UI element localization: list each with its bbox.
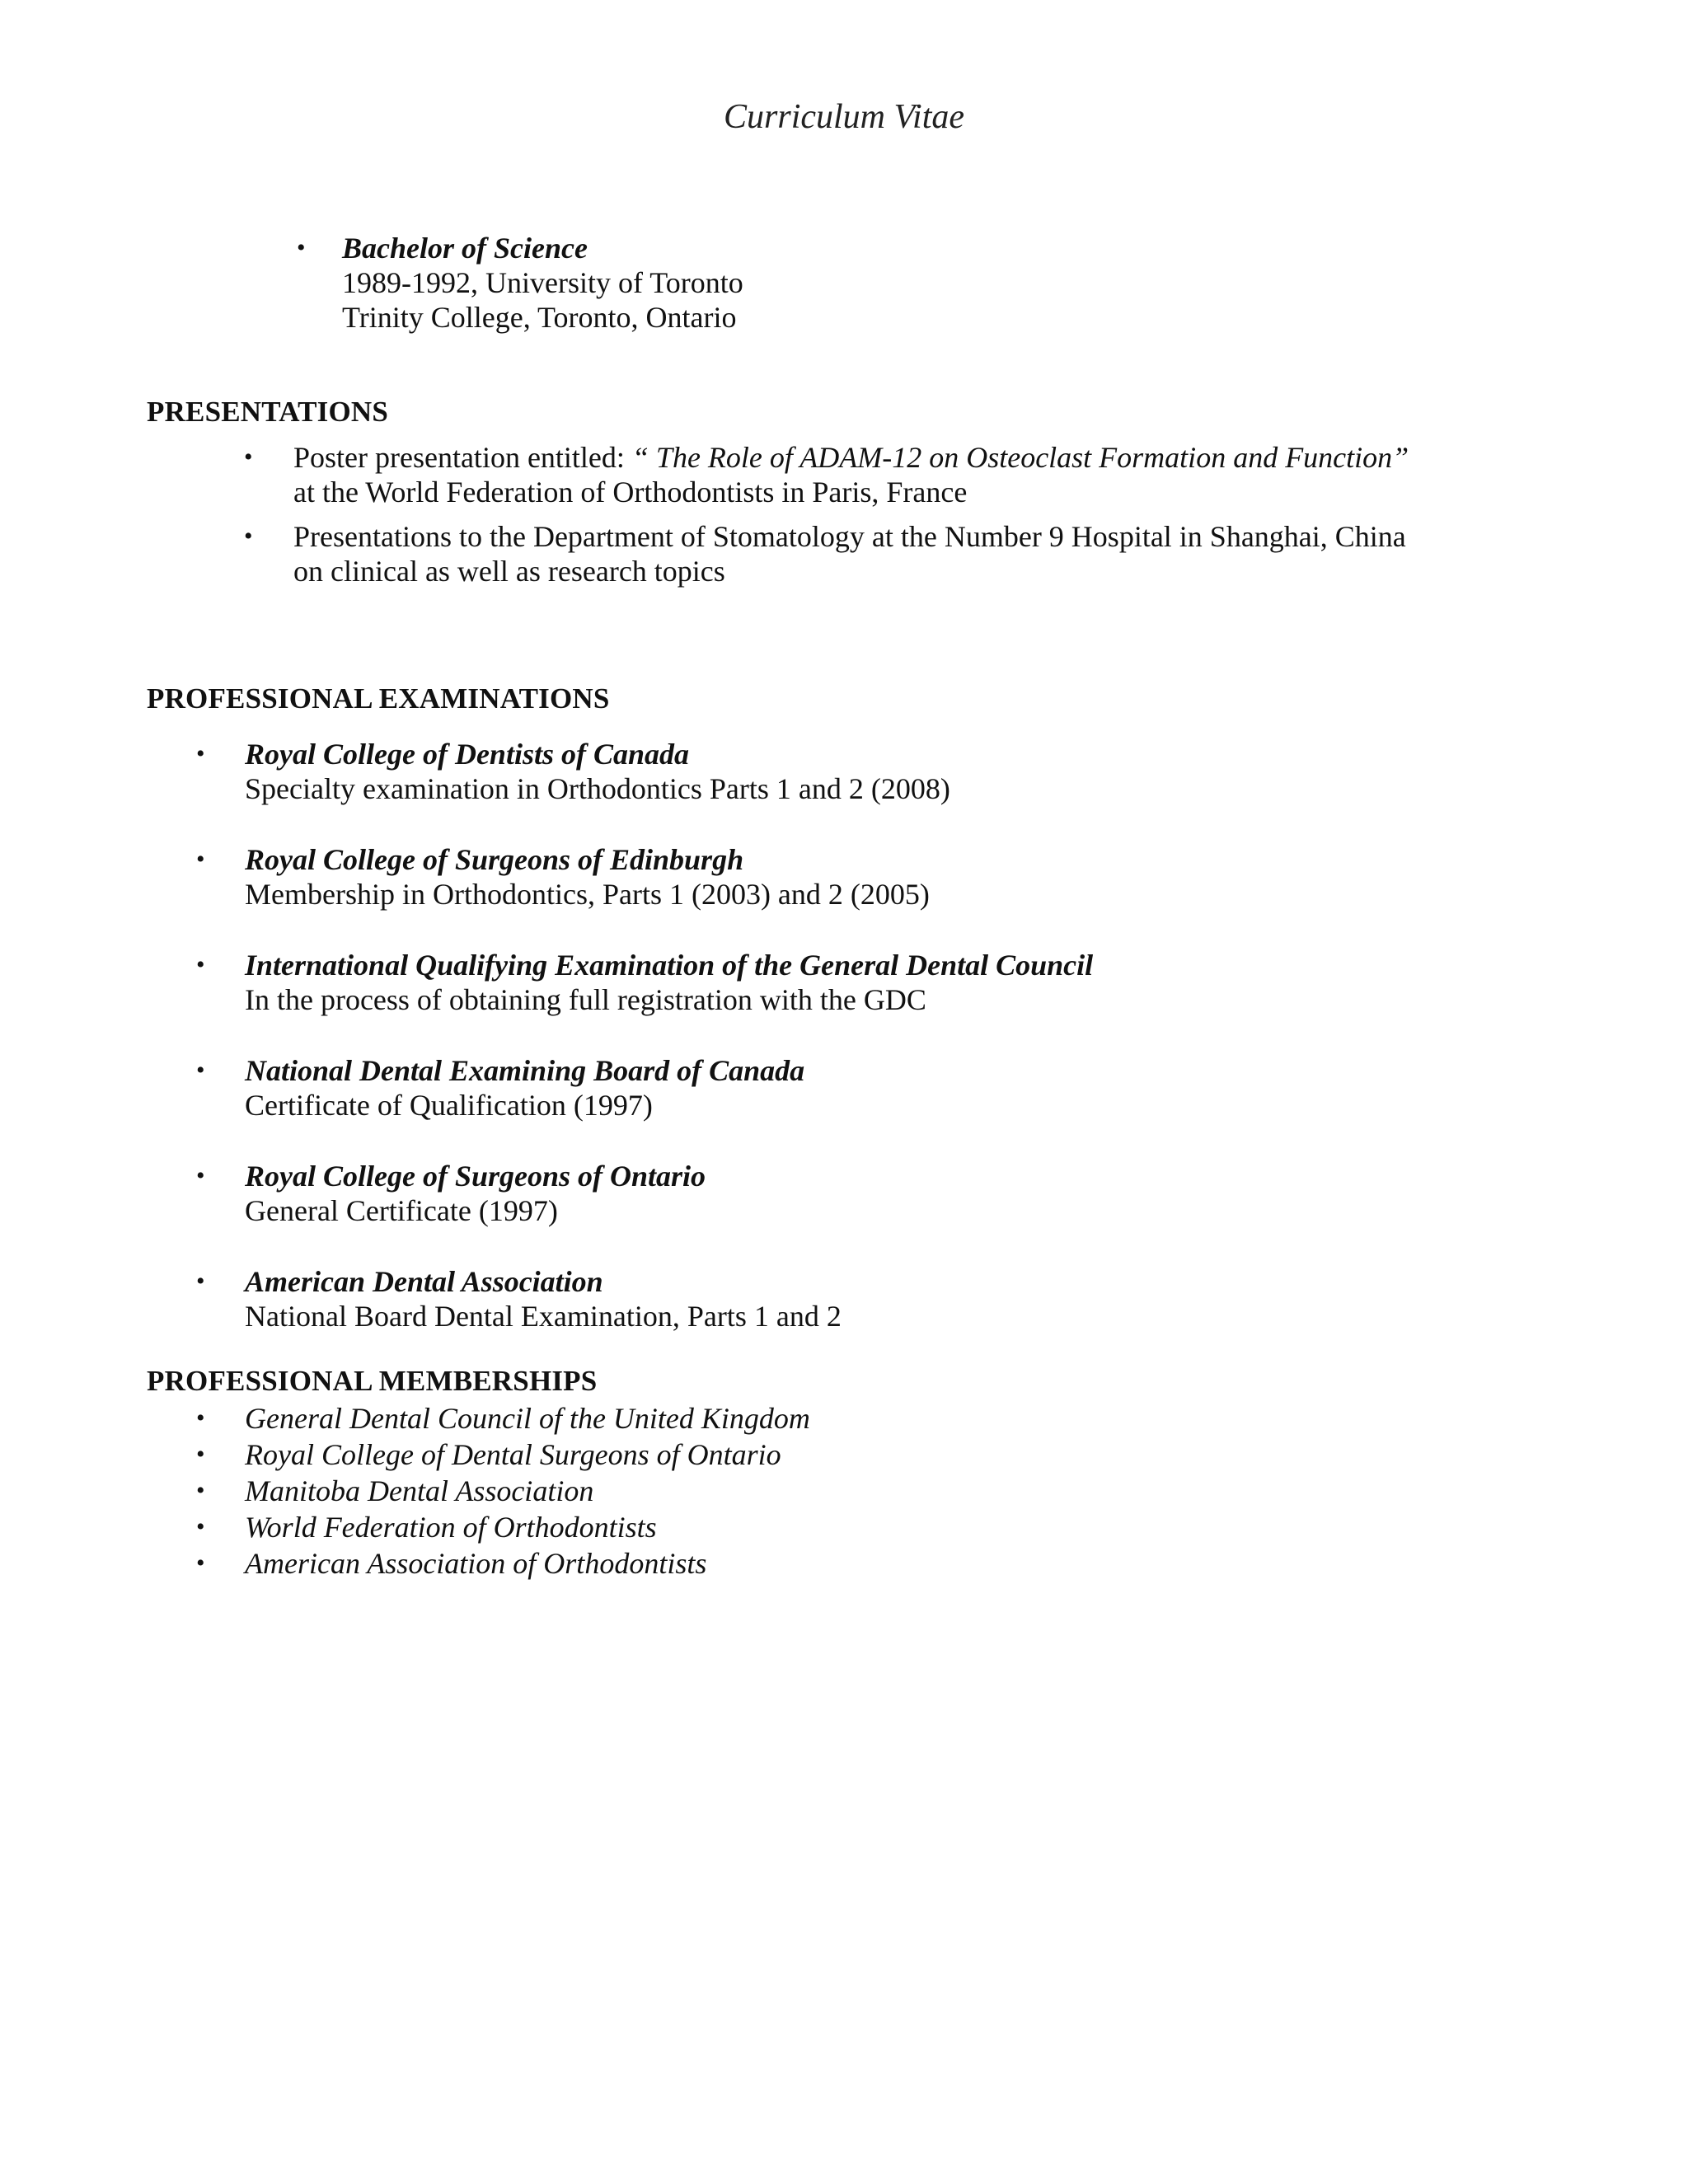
- presentation-item: [293, 519, 1406, 588]
- bullet: •: [196, 1268, 205, 1295]
- memberships-heading: PROFESSIONAL MEMBERSHIPS: [147, 1365, 598, 1397]
- exam-detail: Membership in Orthodontics, Parts 1 (2003) and 2 (2005): [245, 878, 930, 911]
- membership-item: American Association of Orthodontists: [245, 1547, 707, 1580]
- bullet: •: [196, 846, 205, 873]
- presentations-heading: PRESENTATIONS: [147, 396, 389, 428]
- exam-title: American Dental Association: [245, 1265, 603, 1298]
- exam-title: Royal College of Dentists of Canada: [245, 738, 689, 771]
- bullet: •: [297, 234, 306, 261]
- bullet: •: [196, 1057, 205, 1084]
- bullet: •: [196, 740, 205, 767]
- page-header-title: Curriculum Vitae: [723, 98, 965, 136]
- bullet: •: [196, 951, 205, 978]
- presentation-prefix: Poster presentation entitled:: [293, 441, 632, 474]
- bullet: •: [244, 443, 253, 471]
- membership-item: Royal College of Dental Surgeons of Ontario: [245, 1438, 781, 1471]
- degree-title: Bachelor of Science: [342, 232, 588, 265]
- bullet: •: [196, 1549, 205, 1577]
- exam-title: Royal College of Surgeons of Ontario: [245, 1160, 706, 1193]
- exam-title: National Dental Examining Board of Canada: [245, 1054, 805, 1087]
- bullet: •: [196, 1513, 205, 1540]
- examinations-heading: PROFESSIONAL EXAMINATIONS: [147, 682, 610, 715]
- exam-item: [245, 842, 930, 912]
- exam-item: [245, 1053, 804, 1122]
- education-entry: [342, 231, 743, 335]
- exam-item: [245, 1264, 842, 1333]
- degree-years-institution: 1989-1992, University of Toronto: [342, 266, 743, 299]
- membership-item: Manitoba Dental Association: [245, 1474, 594, 1507]
- presentation-venue: at the World Federation of Orthodontists in Paris, France: [293, 476, 968, 509]
- presentation-title: “ The Role of ADAM-12 on Osteoclast Formation and Function”: [631, 441, 1409, 474]
- degree-college: Trinity College, Toronto, Ontario: [342, 301, 737, 334]
- exam-detail: General Certificate (1997): [245, 1194, 558, 1227]
- exam-detail: National Board Dental Examination, Parts 1 and 2: [245, 1300, 842, 1333]
- membership-item: World Federation of Orthodontists: [245, 1511, 657, 1544]
- presentation-text-line1: Presentations to the Department of Stomatology at the Number 9 Hospital in Shanghai, China: [293, 520, 1406, 553]
- membership-item: General Dental Council of the United Kingdom: [245, 1402, 810, 1435]
- presentation-text-line2: on clinical as well as research topics: [293, 555, 725, 588]
- bullet: •: [196, 1441, 205, 1468]
- bullet: •: [196, 1477, 205, 1504]
- bullet: •: [196, 1162, 205, 1189]
- presentation-item: [293, 440, 1409, 509]
- exam-item: [245, 737, 950, 806]
- bullet: •: [244, 523, 253, 550]
- exam-item: [245, 948, 1093, 1017]
- exam-detail: Specialty examination in Orthodontics Parts 1 and 2 (2008): [245, 772, 950, 805]
- exam-title: Royal College of Surgeons of Edinburgh: [245, 843, 744, 876]
- bullet: •: [196, 1404, 205, 1432]
- exam-item: [245, 1159, 706, 1228]
- exam-title: International Qualifying Examination of the General Dental Council: [245, 949, 1094, 982]
- exam-detail: In the process of obtaining full registration with the GDC: [245, 983, 926, 1016]
- exam-detail: Certificate of Qualification (1997): [245, 1089, 653, 1122]
